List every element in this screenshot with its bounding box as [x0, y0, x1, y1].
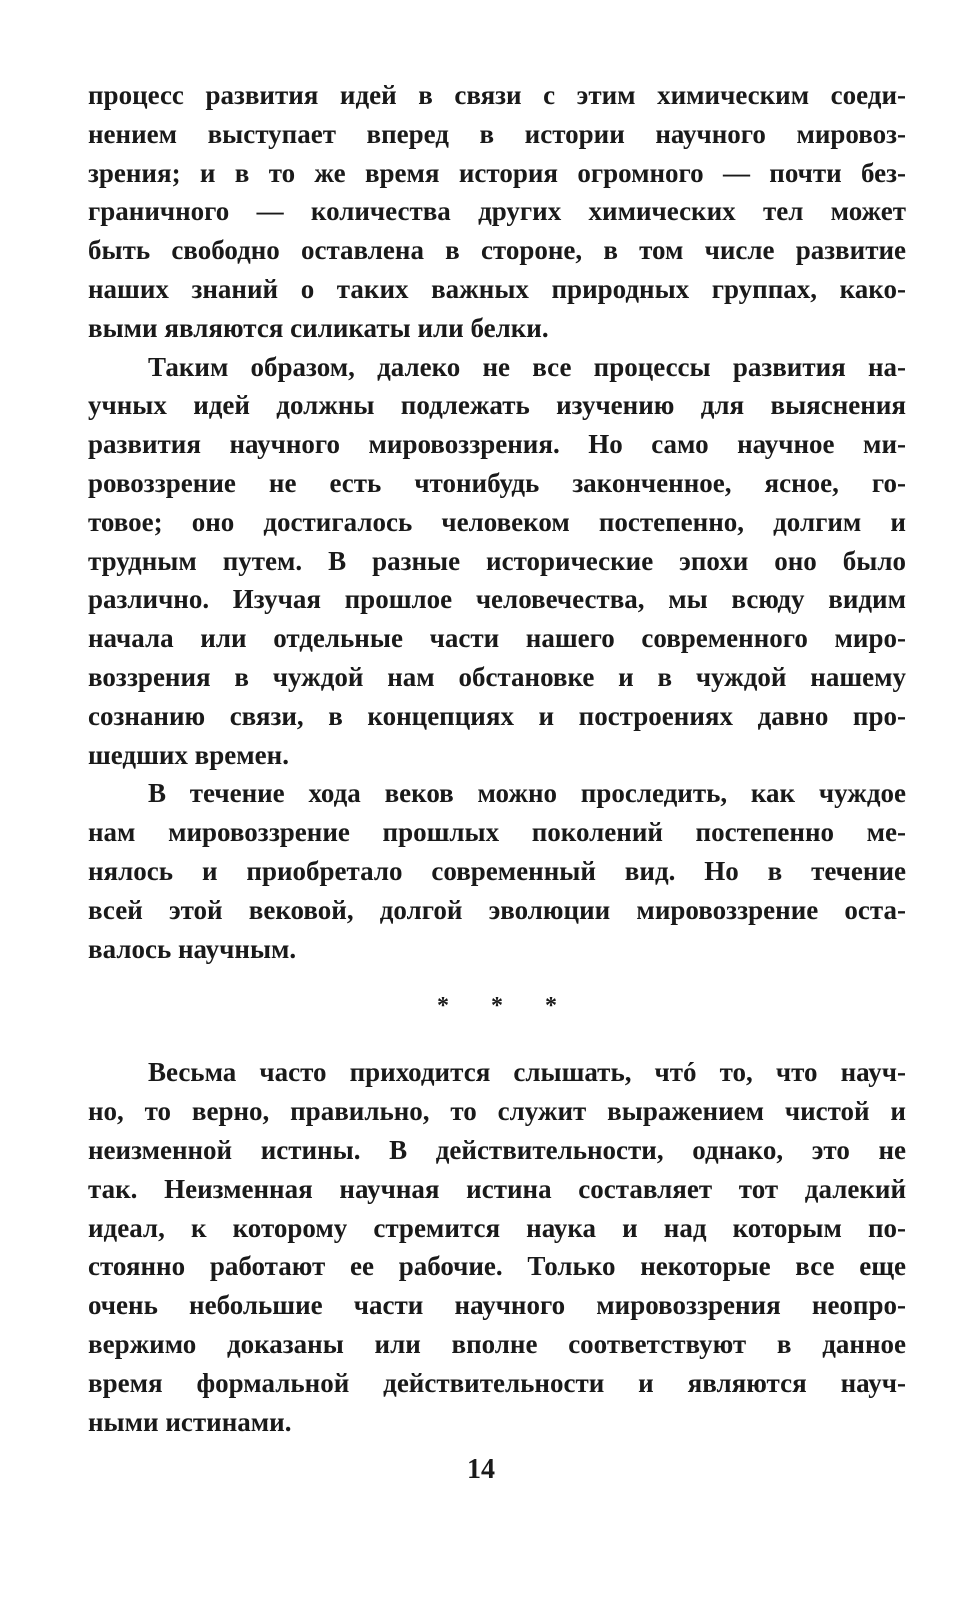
- page-body: [88, 76, 906, 1441]
- text-line: Таким образом, далеко не все процессы развития на-: [148, 351, 906, 382]
- text-line: наших знаний о таких важных природных группах, како-: [88, 273, 906, 304]
- text-line: нам мировоззрение прошлых поколений постепенно ме-: [88, 817, 906, 848]
- text-line: трудным путем. В разные исторические эпохи оно было: [88, 545, 906, 576]
- text-line: неизменной истины. В действительности, однако, это не: [88, 1134, 906, 1165]
- text-line: граничного — количества других химических тел может: [88, 196, 906, 227]
- text-line: валось научным.: [88, 933, 297, 964]
- text-line: зрения; и в то же время история огромного — почти без-: [88, 157, 906, 188]
- text-line: процесс развития идей в связи с этим химическим соеди-: [88, 80, 906, 110]
- text-line: так. Неизменная научная истина составляет тот далекий: [88, 1173, 906, 1204]
- text-line: Весьма часто приходится слышать, чтó то, что науч-: [148, 1057, 906, 1088]
- paragraph: [88, 774, 906, 968]
- text-line: учных идей должны подлежать изучению для выяснения: [88, 390, 906, 421]
- text-line: различно. Изучая прошлое человечества, мы всюду видим: [88, 584, 906, 615]
- paragraph: [88, 76, 906, 348]
- text-line: В течение хода веков можно проследить, как чуждое: [148, 778, 906, 809]
- page-number: 14: [467, 1454, 495, 1485]
- text-line: нялось и приобретало современный вид. Но в течение: [88, 855, 906, 886]
- text-line: развития научного мировоззрения. Но само научное ми-: [88, 429, 906, 460]
- paragraph: [88, 348, 906, 775]
- text-line: время формальной действительности и являются науч-: [88, 1367, 906, 1398]
- text-line: всей этой вековой, долгой эволюции мировоззрение оста-: [88, 894, 906, 925]
- text-line: воззрения в чуждой нам обстановке и в чуждой нашему: [88, 661, 906, 692]
- text-line: начала или отдельные части нашего современного миро-: [88, 623, 906, 654]
- paragraph: [88, 1053, 906, 1441]
- text-line: очень небольшие части научного мировоззрения неопро-: [88, 1290, 906, 1321]
- text-line: выми являются силикаты или белки.: [88, 312, 549, 343]
- text-line: ными истинами.: [88, 1406, 292, 1437]
- text-line: вержимо доказаны или вполне соответствуют в данное: [88, 1328, 906, 1359]
- text-line: стоянно работают ее рабочие. Только некоторые все еще: [88, 1251, 906, 1282]
- text-line: шедших времен.: [88, 739, 289, 770]
- text-line: ровоззрение не есть чтонибудь законченное, ясное, го-: [88, 467, 906, 498]
- text-line: товое; оно достигалось человеком постепенно, долгим и: [88, 506, 906, 537]
- text-line: нением выступает вперед в истории научного мировоз-: [88, 118, 906, 149]
- text-line: но, то верно, правильно, то служит выражением чистой и: [88, 1096, 906, 1127]
- text-line: быть свободно оставлена в стороне, в том числе развитие: [88, 235, 906, 266]
- text-line: сознанию связи, в концепциях и построениях давно про-: [88, 700, 906, 731]
- text-line: идеал, к которому стремится наука и над которым по-: [88, 1212, 906, 1243]
- section-separator: * * *: [437, 993, 575, 1020]
